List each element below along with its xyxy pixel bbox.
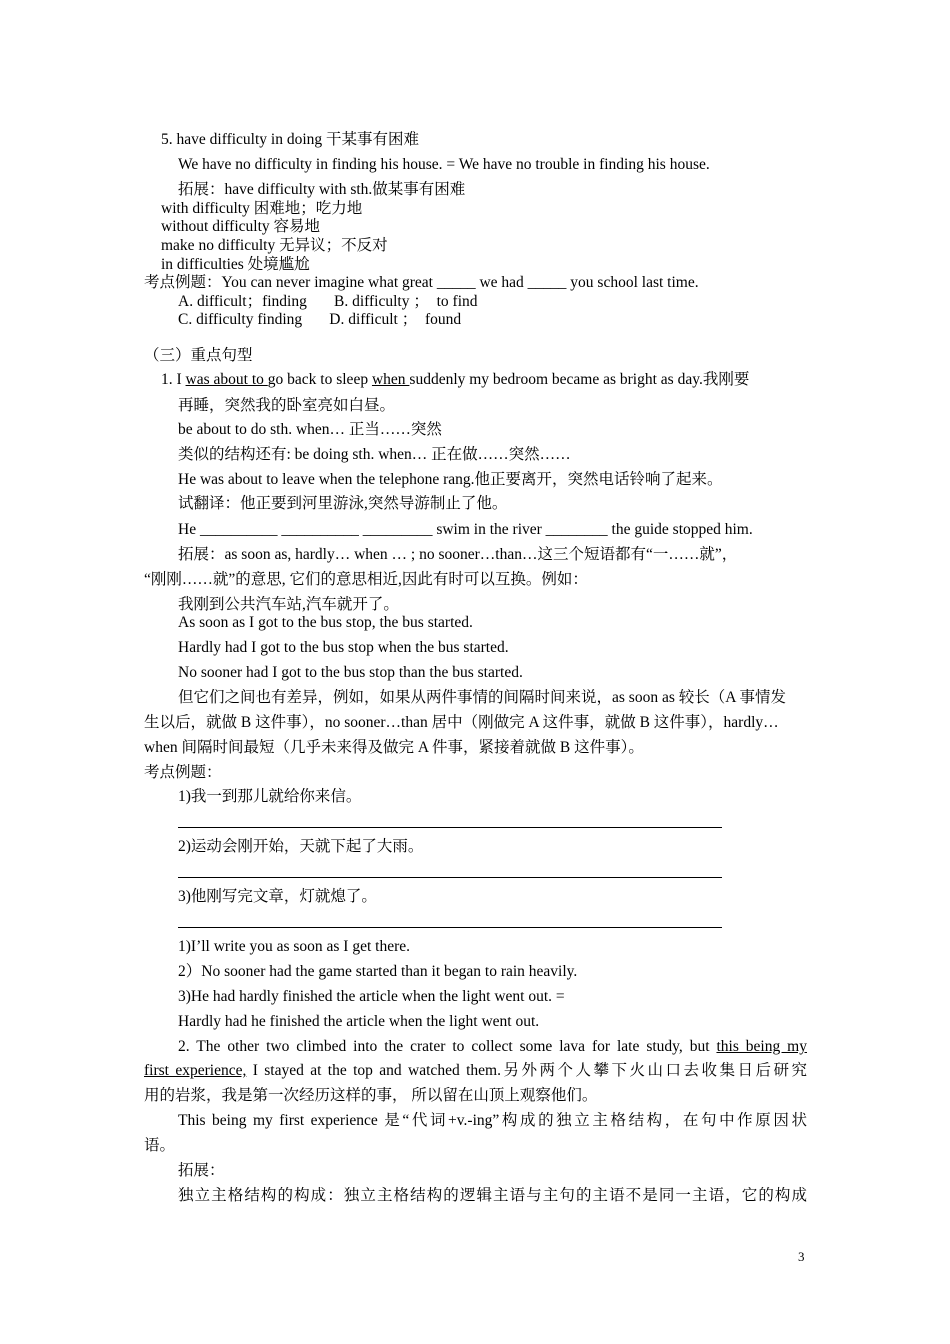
answer-line <box>178 927 722 928</box>
english-example: As soon as I got to the bus stop, the bus started. <box>178 614 473 631</box>
extension-1: 拓展：as soon as, hardly… when … ; no sooner…than…这三个短语都有“一……就”， <box>178 546 738 563</box>
sentence-2-text: I stayed at the top and watched them.另外两个人攀下火山口去收集日后研究 <box>246 1062 807 1079</box>
phrase-5-item: make no difficulty 无异议；不反对 <box>161 237 388 254</box>
underlined-phrase: when <box>371 371 410 388</box>
section-3-heading: （三）重点句型 <box>144 347 253 364</box>
phrase-5-options-ab: A. difficult；finding B. difficulty ； to find <box>178 293 478 310</box>
sentence-2-extension: 拓展： <box>178 1162 225 1179</box>
underlined-phrase: was about to <box>185 371 268 388</box>
answer-line <box>178 827 722 828</box>
structure-1: be about to do sth. when… 正当……突然 <box>178 421 442 438</box>
sentence-2-note-2: 语。 <box>144 1137 176 1154</box>
answer-line <box>178 877 722 878</box>
sentence-2-line-3: 用的岩浆，我是第一次经历这样的事， 所以留在山顶上观察他们。 <box>144 1087 598 1104</box>
underlined-phrase: first experience, <box>144 1062 247 1079</box>
phrase-5-title: 5. have difficulty in doing 干某事有困难 <box>161 131 420 148</box>
sentence-1-cont: 再睡，突然我的卧室亮如白昼。 <box>178 397 396 414</box>
phrase-5-item: in difficulties 处境尴尬 <box>161 256 310 273</box>
phrase-5-extend: 拓展：have difficulty with sth.做某事有困难 <box>178 181 466 198</box>
underlined-phrase: this being my <box>716 1038 807 1055</box>
sentence-2-note-1: This being my first experience 是“代词+v.-ing”构成的独立主格结构，在句中作原因状 <box>178 1112 807 1129</box>
sentence-1 <box>161 370 749 390</box>
english-example: Hardly had I got to the bus stop when the bus started. <box>178 639 509 656</box>
translation-prompt: 试翻译：他正要到河里游泳,突然导游制止了他。 <box>178 495 508 512</box>
sentence-2-line-2 <box>144 1061 807 1081</box>
sentence-2-definition: 独立主格结构的构成：独立主格结构的逻辑主语与主句的主语不是同一主语，它的构成 <box>178 1187 807 1204</box>
phrase-5-options-cd: C. difficulty finding D. difficult ； found <box>178 311 462 328</box>
exam-label: 考点例题： <box>144 764 222 781</box>
answer-3: 3)He had hardly finished the article when the light went out. = <box>178 988 565 1005</box>
difference-line-3: when 间隔时间最短（几乎未来得及做完 A 件事，紧接着就做 B 这件事）。 <box>144 739 644 756</box>
exercise-question-1: 1)我一到那儿就给你来信。 <box>178 788 362 805</box>
difference-line-1: 但它们之间也有差异，例如，如果从两件事情的间隔时间来说，as soon as 较长（A 事情发 <box>178 689 786 706</box>
chinese-example: 我刚到公共汽车站,汽车就开了。 <box>178 596 399 613</box>
phrase-5-item: without difficulty 容易地 <box>161 218 321 235</box>
sentence-1-text: go back to sleep <box>267 371 372 388</box>
answer-1: 1)I’ll write you as soon as I get there. <box>178 938 411 955</box>
exercise-question-2: 2)运动会刚开始，天就下起了大雨。 <box>178 838 424 855</box>
phrase-5-example: We have no difficulty in finding his house. = We have no trouble in finding his house. <box>178 156 710 173</box>
answer-3b: Hardly had he finished the article when the light went out. <box>178 1013 540 1030</box>
sentence-1-text: suddenly my bedroom became as bright as day.我刚要 <box>409 371 750 388</box>
sentence-1-number: 1. I <box>161 371 186 388</box>
difference-line-2: 生以后，就做 B 这件事），no sooner…than 居中（刚做完 A 这件事，就做 B 这件事），hardly… <box>144 714 779 731</box>
page-number: 3 <box>798 1249 805 1264</box>
exercise-question-3: 3)他刚写完文章，灯就熄了。 <box>178 888 377 905</box>
phrase-5-item: with difficulty 困难地；吃力地 <box>161 200 363 217</box>
structure-2: 类似的结构还有: be doing sth. when… 正在做……突然…… <box>178 446 571 463</box>
fill-blank: He __________ __________ _________ swim in the river ________ the guide stopped him. <box>178 521 753 538</box>
example-sentence: He was about to leave when the telephone rang.他正要离开，突然电话铃响了起来。 <box>178 471 723 488</box>
answer-2: 2）No sooner had the game started than it began to rain heavily. <box>178 963 578 980</box>
english-example: No sooner had I got to the bus stop than the bus started. <box>178 664 523 681</box>
phrase-5-exam: 考点例题：You can never imagine what great _____ we had _____ you school last time. <box>144 274 699 291</box>
sentence-2-line-1 <box>178 1037 807 1057</box>
sentence-2-text: 2. The other two climbed into the crater to collect some lava for late study, but <box>178 1038 717 1055</box>
extension-2: “刚刚……就”的意思, 它们的意思相近,因此有时可以互换。例如： <box>144 571 588 588</box>
